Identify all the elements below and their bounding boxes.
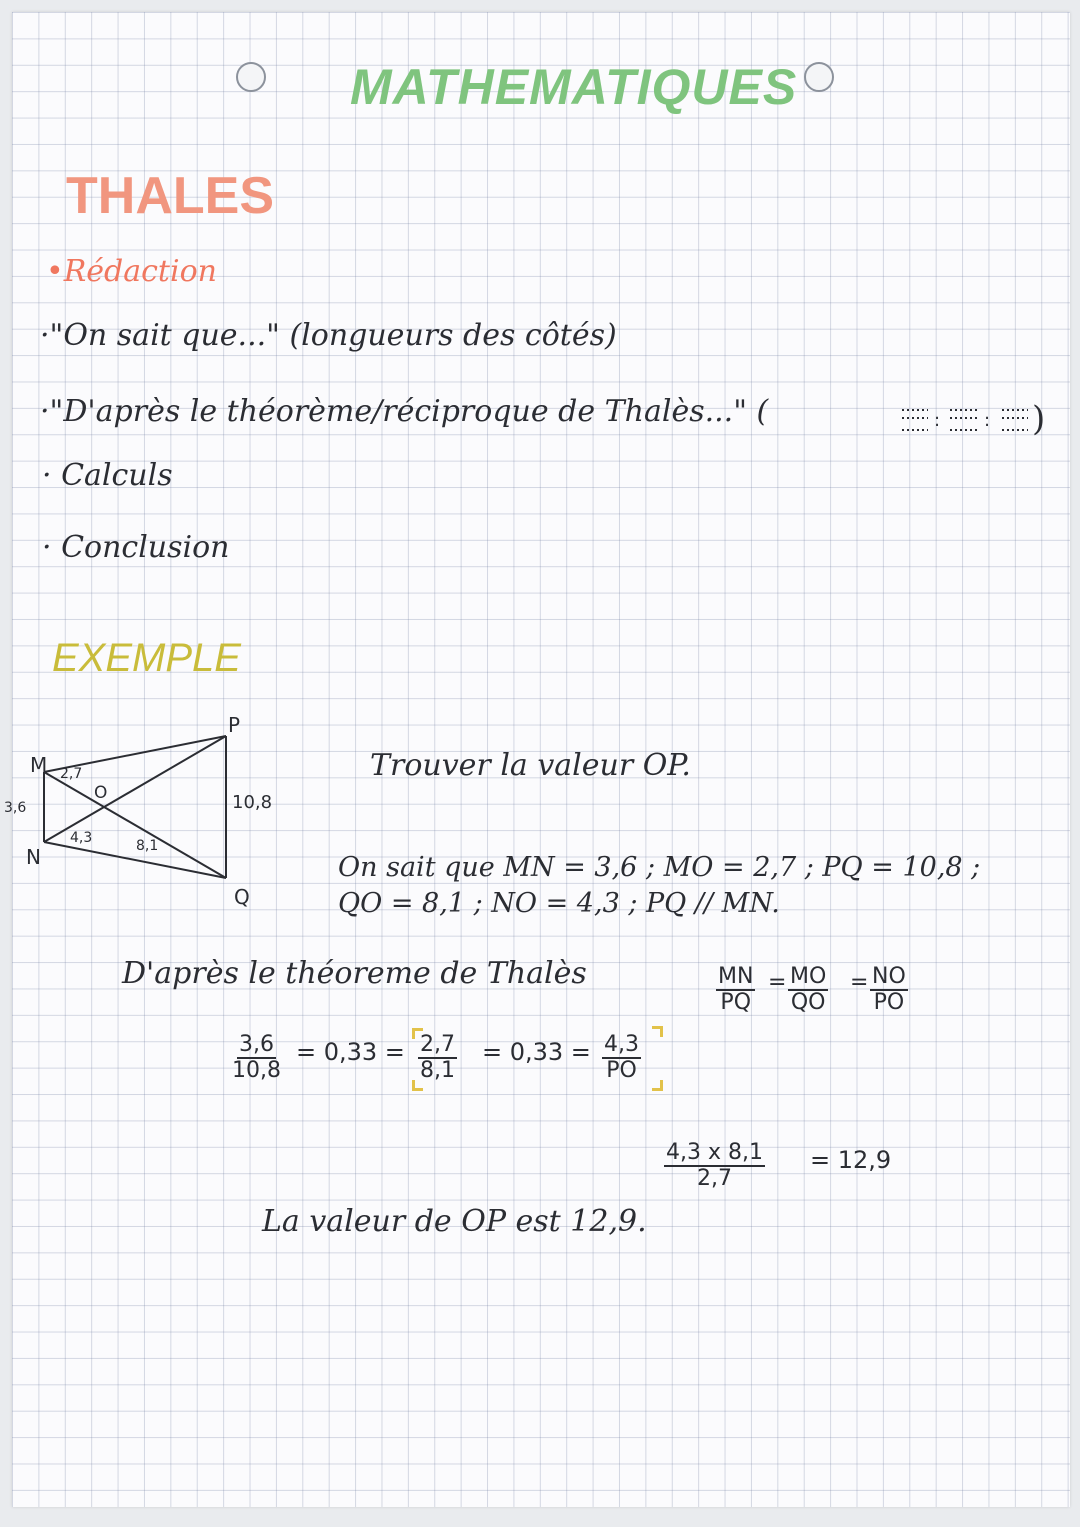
fraction-2-7-over-8-1: $\frac{2,7}{8,1}$ <box>420 1032 455 1083</box>
svg-text:): ) <box>1032 399 1046 439</box>
length-NO: 4,3 <box>70 830 93 846</box>
length-MO: 2,7 <box>60 766 83 782</box>
highlight-corner <box>652 1080 663 1091</box>
redaction-step-1: ·"On sait que..." (longueurs des côtés) <box>40 318 617 353</box>
highlight-corner <box>412 1080 423 1091</box>
example-heading: EXEMPLE <box>52 636 241 680</box>
theorem-statement: D'après le théoreme de Thalès <box>122 956 587 991</box>
length-PQ: 10,8 <box>232 792 273 813</box>
known-values-line-2: QO = 8,1 ; NO = 4,3 ; PQ // MN. <box>338 888 780 919</box>
example-task: Trouver la valeur OP. <box>370 748 691 783</box>
result-value: = 12,9 <box>810 1146 892 1174</box>
redaction-step-4: · Conclusion <box>42 530 230 565</box>
binder-hole <box>236 62 266 92</box>
point-M: M <box>30 753 48 777</box>
length-OQ: 8,1 <box>136 838 159 854</box>
binder-hole <box>804 62 834 92</box>
redaction-step-3: · Calculs <box>42 458 173 493</box>
conclusion-text: La valeur de OP est 12,9. <box>262 1204 647 1239</box>
known-values-line-1: On sait que MN = 3,6 ; MO = 2,7 ; PQ = 10,8 ; <box>338 852 981 883</box>
section-title: THALES <box>66 167 274 225</box>
equals-sign: = <box>768 970 787 995</box>
dotted-ratio-placeholders <box>892 396 1066 446</box>
value-0-33: = 0,33 = <box>482 1038 591 1066</box>
point-Q: Q <box>234 885 250 909</box>
ratio-no-po: $\frac{NO}{PO}$ <box>872 964 906 1015</box>
fraction-4-3-over-po: $\frac{4,3}{PO}$ <box>604 1032 639 1083</box>
svg-text::: : <box>984 410 991 431</box>
point-P: P <box>228 713 241 737</box>
equals-sign: = <box>850 970 869 995</box>
highlight-corner <box>652 1026 663 1037</box>
point-O: O <box>94 783 108 803</box>
redaction-step-2: ·"D'après le théorème/réciproque de Thalès..." ( <box>40 394 769 429</box>
point-N: N <box>26 845 41 869</box>
section-subtitle: •Rédaction <box>46 254 217 289</box>
value-0-33: = 0,33 = <box>296 1038 405 1066</box>
page-title: MATHEMATIQUES <box>350 59 798 115</box>
highlight-corner <box>412 1028 423 1039</box>
ratio-mo-qo: $\frac{MO}{QO}$ <box>790 964 827 1015</box>
thales-figure <box>0 700 300 910</box>
fraction-3-6-over-10-8: $\frac{3,6}{10,8}$ <box>232 1032 281 1083</box>
figure-lines <box>44 736 226 878</box>
length-MN: 3,6 <box>4 800 27 816</box>
ratio-mn-pq: $\frac{MN}{PQ}$ <box>718 964 754 1015</box>
fraction-cross-product: $\frac{4,3 x 8,1}{2,7}$ <box>666 1140 763 1191</box>
svg-text::: : <box>934 410 941 431</box>
